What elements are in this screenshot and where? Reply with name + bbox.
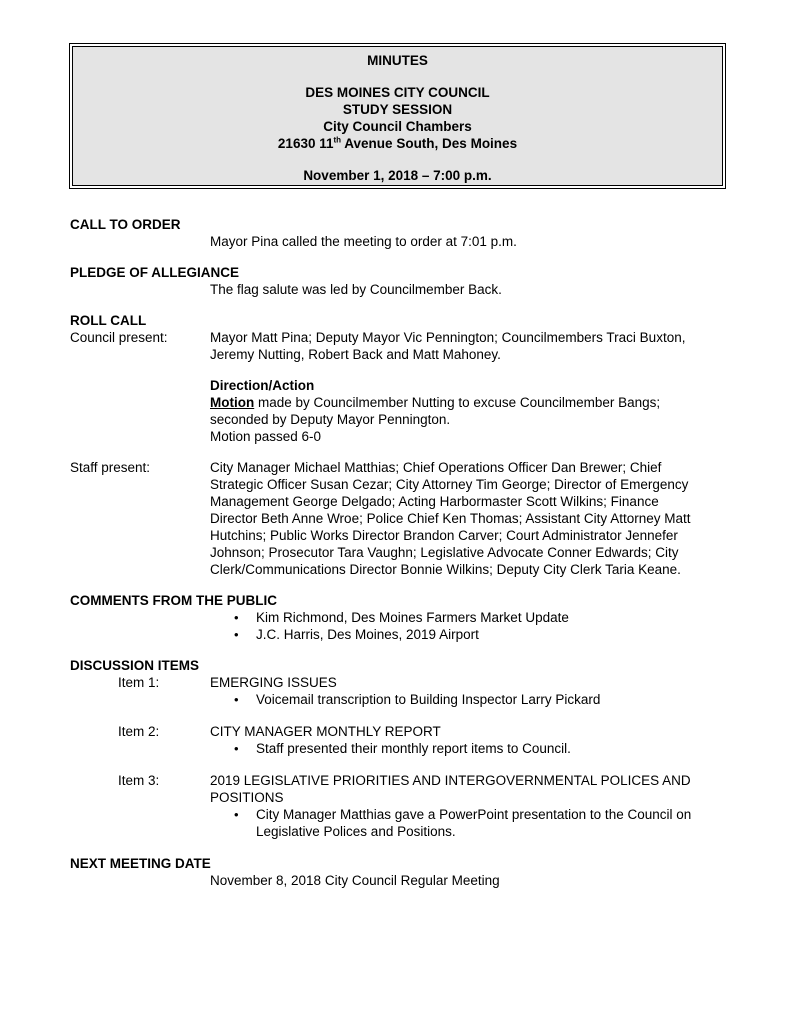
- header-box: [72, 46, 723, 186]
- comments-heading: COMMENTS FROM THE PUBLIC: [70, 593, 277, 608]
- comment-item: J.C. Harris, Des Moines, 2019 Airport: [256, 627, 479, 642]
- staff-present-line: Director Beth Anne Wroe; Police Chief Ken Thomas; Assistant City Attorney Matt: [210, 511, 691, 526]
- bullet-icon: •: [234, 692, 239, 707]
- council-present-line: Jeremy Nutting, Robert Back and Matt Mahoney.: [210, 347, 501, 362]
- staff-present-line: Management George Delgado; Acting Harbormaster Scott Wilkins; Finance: [210, 494, 659, 509]
- motion-line: Motion made by Councilmember Nutting to excuse Councilmember Bangs;: [210, 395, 661, 410]
- discussion-heading: DISCUSSION ITEMS: [70, 658, 200, 673]
- direction-action-heading: Direction/Action: [210, 378, 315, 393]
- item-title: EMERGING ISSUES: [210, 675, 337, 690]
- council-name: DES MOINES CITY COUNCIL: [305, 85, 490, 100]
- item-label: Item 3:: [118, 773, 160, 788]
- staff-present-line: Clerk/Communications Director Bonnie Wilkins; Deputy City Clerk Taria Keane.: [210, 562, 681, 577]
- motion-line: seconded by Deputy Mayor Pennington.: [210, 412, 451, 427]
- minutes-title: MINUTES: [367, 53, 428, 68]
- call-to-order-text: Mayor Pina called the meeting to order at 7:01 p.m.: [210, 234, 517, 249]
- meeting-date: November 1, 2018 – 7:00 p.m.: [303, 168, 492, 183]
- staff-present-line: City Manager Michael Matthias; Chief Operations Officer Dan Brewer; Chief: [210, 460, 662, 475]
- session-type: STUDY SESSION: [342, 102, 453, 117]
- council-present-line: Mayor Matt Pina; Deputy Mayor Vic Pennington; Councilmembers Traci Buxton,: [210, 330, 686, 345]
- council-present-label: Council present:: [70, 330, 168, 345]
- venue: City Council Chambers: [323, 119, 472, 134]
- bullet-icon: •: [234, 741, 239, 756]
- motion-word: Motion: [210, 395, 255, 410]
- staff-present-line: Johnson; Prosecutor Tara Vaughn; Legislative Advocate Conner Edwards; City: [210, 545, 679, 560]
- item-bullet-text: City Manager Matthias gave a PowerPoint presentation to the Council on: [256, 807, 692, 822]
- bullet-icon: •: [234, 610, 239, 625]
- pledge-text: The flag salute was led by Councilmember Back.: [210, 282, 502, 297]
- comment-item: Kim Richmond, Des Moines Farmers Market Update: [256, 610, 569, 625]
- next-meeting-text: November 8, 2018 City Council Regular Meeting: [210, 873, 500, 888]
- item-bullet-text: Staff presented their monthly report items to Council.: [256, 741, 571, 756]
- item-title: 2019 LEGISLATIVE PRIORITIES AND INTERGOVERNMENTAL POLICES AND: [210, 773, 691, 788]
- address: 21630 11th Avenue South, Des Moines: [277, 135, 518, 151]
- bullet-icon: •: [234, 807, 239, 822]
- bullet-icon: •: [234, 627, 239, 642]
- call-to-order-heading: CALL TO ORDER: [70, 217, 181, 232]
- item-label: Item 1:: [118, 675, 160, 690]
- next-meeting-heading: NEXT MEETING DATE: [70, 856, 211, 871]
- staff-present-label: Staff present:: [70, 460, 151, 475]
- item-title: POSITIONS: [210, 790, 284, 805]
- item-title: CITY MANAGER MONTHLY REPORT: [210, 724, 441, 739]
- pledge-heading: PLEDGE OF ALLEGIANCE: [70, 265, 240, 280]
- item-label: Item 2:: [118, 724, 160, 739]
- staff-present-line: Hutchins; Public Works Director Brandon Carver; Court Administrator Jennefer: [210, 528, 678, 543]
- motion-result: Motion passed 6-0: [210, 429, 322, 444]
- item-bullet-text: Voicemail transcription to Building Inspector Larry Pickard: [256, 692, 601, 707]
- item-bullet-text: Legislative Polices and Positions.: [256, 824, 456, 839]
- staff-present-line: Strategic Officer Susan Cezar; City Attorney Tim George; Director of Emergency: [210, 477, 689, 492]
- roll-call-heading: ROLL CALL: [70, 313, 147, 328]
